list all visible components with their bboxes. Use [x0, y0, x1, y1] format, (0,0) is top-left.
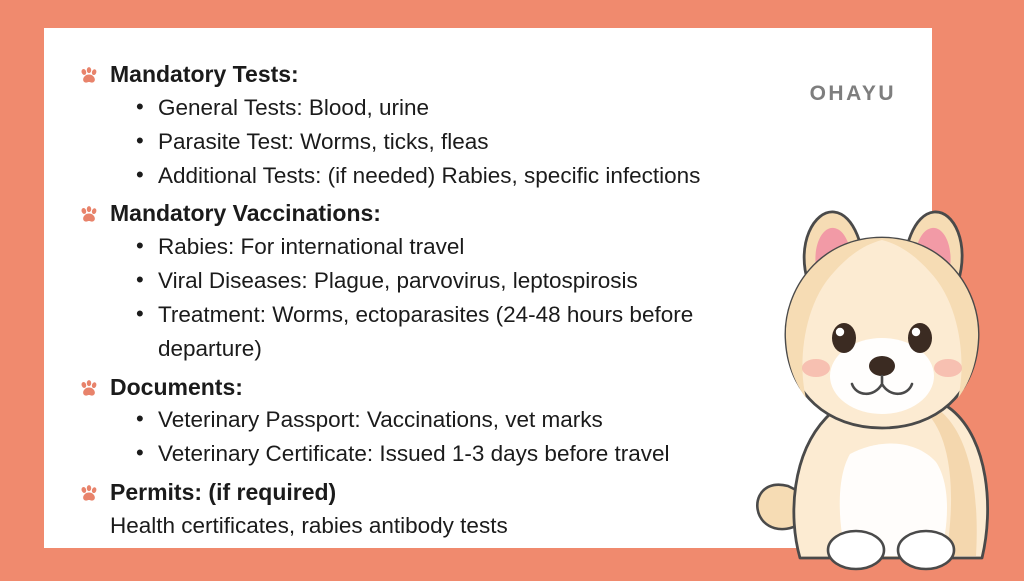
checklist: [78, 58, 898, 543]
section-items: [78, 91, 898, 194]
section-heading: [78, 58, 898, 91]
content-card: [44, 28, 932, 548]
section-heading: [78, 197, 898, 230]
list-item: • Treatment: Worms, ectoparasites (24-48 hours before departure): [136, 298, 758, 366]
section-heading: [78, 476, 898, 509]
section-heading-text: Mandatory Tests:: [110, 61, 299, 87]
paw-icon: [78, 376, 100, 398]
paw-icon: [78, 202, 100, 224]
section-heading-text: Mandatory Vaccinations:: [110, 200, 381, 227]
section-note: Health certificates, rabies antibody tests: [110, 513, 508, 539]
brand-logo: OHAYU: [809, 82, 896, 105]
section-documents: [78, 371, 898, 472]
section-mandatory-tests: [78, 58, 898, 193]
paw-icon: [78, 63, 100, 85]
section-permits: [78, 476, 898, 543]
section-mandatory-vaccinations: [78, 197, 898, 366]
section-items: [78, 230, 898, 367]
list-item: • Viral Diseases: Plague, parvovirus, leptospirosis: [136, 264, 898, 298]
section-heading-text: Permits: (if required): [110, 478, 337, 505]
list-item: • General Tests: Blood, urine: [136, 91, 898, 125]
list-item: • Veterinary Certificate: Issued 1-3 days before travel: [136, 437, 898, 471]
paw-icon: [78, 481, 100, 503]
list-item: • Rabies: For international travel: [136, 230, 898, 264]
section-heading: [78, 371, 898, 404]
list-item: • Additional Tests: (if needed) Rabies, specific infections: [136, 159, 898, 193]
section-heading-text: Documents:: [110, 373, 243, 400]
list-item: • Veterinary Passport: Vaccinations, vet marks: [136, 403, 898, 437]
section-items: [78, 403, 898, 471]
list-item: • Parasite Test: Worms, ticks, fleas: [136, 125, 898, 159]
